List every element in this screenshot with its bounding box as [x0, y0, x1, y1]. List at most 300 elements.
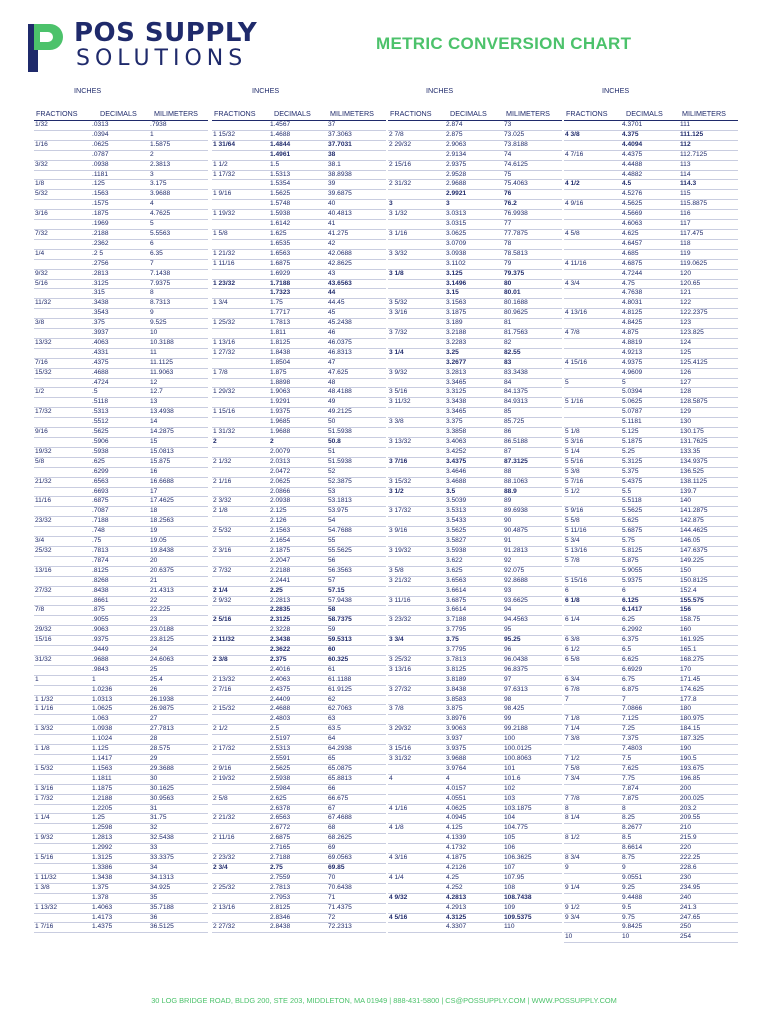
table-row	[212, 418, 386, 428]
millimeter-cell: 180	[680, 705, 692, 713]
table-row	[212, 567, 386, 577]
decimal-cell: 1.5313	[270, 170, 291, 178]
millimeter-cell: 2.3813	[150, 160, 171, 168]
fraction-cell: 4 1/2	[565, 180, 580, 188]
table-row	[388, 904, 562, 914]
table-row	[34, 359, 208, 369]
table-row	[388, 785, 562, 795]
millimeter-cell: 180.975	[680, 715, 704, 723]
decimal-cell: 3.625	[446, 566, 463, 574]
table-row	[388, 369, 562, 379]
inches-group-header: INCHES	[252, 86, 280, 95]
fraction-cell: 7/32	[35, 229, 48, 237]
decimal-cell: .7874	[92, 556, 109, 564]
fraction-cell: 7 1/2	[565, 755, 580, 762]
table-row	[34, 834, 208, 844]
fraction-cell: 5 3/4	[565, 537, 580, 545]
millimeter-cell: 37.7031	[328, 140, 352, 148]
millimeter-cell: 92.075	[504, 566, 525, 574]
table-row	[34, 497, 208, 507]
table-row	[388, 299, 562, 309]
decimal-cell: 2.875	[446, 130, 463, 138]
millimeter-cell: 50.8	[328, 438, 341, 445]
decimal-cell: 3.7188	[446, 616, 467, 624]
fraction-cell: 5 7/16	[565, 477, 584, 485]
millimeter-cell: 234.95	[680, 883, 701, 891]
millimeter-cell: 220	[680, 844, 692, 852]
fraction-cell: 3 7/8	[389, 705, 404, 713]
table-row	[212, 735, 386, 745]
fraction-cell: 4 1/8	[389, 824, 404, 832]
decimal-cell: 3.5313	[446, 507, 467, 515]
fraction-cell: 1 5/32	[35, 764, 54, 772]
millimeter-cell: 58.7375	[328, 616, 352, 624]
decimal-cell: .9449	[92, 646, 109, 654]
decimal-cell: 3.6614	[446, 606, 467, 614]
decimal-cell: 3.9063	[446, 725, 467, 733]
decimal-cell: 1.8898	[270, 378, 291, 386]
table-row	[564, 379, 738, 389]
table-column-3	[388, 84, 562, 980]
table-row	[212, 844, 386, 854]
table-row	[564, 567, 738, 577]
decimal-cell: 2.1654	[270, 537, 291, 545]
decimal-cell: 2.1563	[270, 527, 291, 535]
table-row	[564, 468, 738, 478]
millimeter-cell: 127	[680, 378, 692, 386]
millimeter-cell: 108.7438	[504, 893, 532, 901]
table-row	[388, 874, 562, 884]
table-row	[388, 814, 562, 824]
decimal-cell: 2.2188	[270, 566, 291, 574]
table-row	[212, 171, 386, 181]
decimal-cell: 2.5591	[270, 755, 291, 762]
millimeter-cell: 39.6875	[328, 190, 352, 198]
table-row	[212, 180, 386, 190]
table-row	[212, 121, 386, 131]
millimeter-cell: 190.5	[680, 755, 697, 762]
millimeter-cell: 57.9438	[328, 596, 352, 604]
table-row	[34, 765, 208, 775]
decimal-cell: 3.0313	[446, 210, 467, 218]
fraction-cell: 1 3/32	[35, 725, 54, 733]
table-row	[34, 210, 208, 220]
decimal-cell: 5.625	[622, 517, 639, 525]
millimeter-cell: 49.2125	[328, 408, 352, 416]
table-row	[564, 904, 738, 914]
fraction-cell: 4	[389, 774, 393, 782]
milimeters-header: MILIMETERS	[506, 109, 550, 118]
decimal-cell: .6875	[92, 497, 109, 505]
millimeter-cell: 24	[150, 646, 158, 654]
table-row	[564, 240, 738, 250]
millimeter-cell: 64	[328, 735, 336, 743]
millimeter-cell: 230	[680, 873, 692, 881]
fraction-cell: 1 13/32	[35, 903, 57, 911]
millimeter-cell: 209.55	[680, 814, 701, 822]
fraction-cell: 1 1/4	[35, 814, 50, 822]
decimal-cell: 4.25	[446, 873, 459, 881]
table-row	[564, 894, 738, 904]
decimal-cell: .5313	[92, 408, 109, 416]
table-row	[564, 834, 738, 844]
decimal-cell: 2.0866	[270, 487, 291, 495]
decimal-cell: 1.4961	[270, 150, 291, 158]
decimal-cell: .9688	[92, 655, 109, 663]
table-row	[388, 359, 562, 369]
table-row	[34, 428, 208, 438]
decimal-cell: .5	[92, 388, 98, 396]
decimal-cell: 1.9688	[270, 428, 291, 436]
table-row	[34, 161, 208, 171]
millimeter-cell: 19.05	[150, 537, 167, 545]
decimal-cell: 2.3125	[270, 616, 291, 624]
millimeter-cell: 71	[328, 893, 336, 901]
millimeter-cell: 120	[680, 269, 692, 277]
millimeter-cell: 193.675	[680, 764, 704, 772]
millimeter-cell: 210	[680, 824, 692, 832]
decimal-cell: 2.0625	[270, 477, 291, 485]
fraction-cell: 3 13/32	[389, 438, 411, 445]
table-row	[388, 696, 562, 706]
decimal-cell: 5.1181	[622, 418, 642, 426]
table-row	[388, 349, 562, 359]
table-row	[34, 914, 208, 924]
millimeter-cell: 89.6938	[504, 507, 528, 515]
millimeter-cell: 26	[150, 685, 158, 693]
fraction-cell: 11/32	[35, 299, 52, 307]
table-row	[388, 805, 562, 815]
millimeter-cell: 118	[680, 239, 691, 247]
decimal-cell: 6.5	[622, 646, 632, 654]
millimeter-cell: 27.7813	[150, 725, 174, 733]
milimeters-header: MILIMETERS	[330, 109, 374, 118]
fraction-cell: 4 5/16	[389, 913, 408, 921]
table-row	[34, 676, 208, 686]
decimal-cell: 9.0551	[622, 873, 643, 881]
decimal-cell: 5.3125	[622, 457, 643, 465]
decimal-cell: .2756	[92, 259, 109, 267]
decimal-cell: 4	[446, 774, 450, 782]
fraction-cell: 23/32	[35, 517, 52, 525]
table-row	[564, 735, 738, 745]
millimeter-cell: 83.3438	[504, 368, 528, 376]
table-row	[212, 646, 386, 656]
decimal-cell: 1.8125	[270, 338, 291, 346]
table-row	[564, 923, 738, 933]
millimeter-cell: 1	[150, 130, 154, 138]
fraction-cell: 6 1/4	[565, 616, 580, 624]
decimal-cell: .2 5	[92, 249, 103, 257]
table-row	[34, 844, 208, 854]
millimeter-cell: 117	[680, 220, 691, 228]
decimal-cell: .1875	[92, 210, 109, 218]
decimal-cell: 3.2677	[446, 358, 467, 366]
column-headers	[34, 106, 208, 121]
decimal-cell: 4.7244	[622, 269, 643, 277]
decimal-cell: 1.0313	[92, 695, 113, 703]
table-row	[212, 814, 386, 824]
millimeter-cell: 111	[680, 121, 691, 128]
millimeter-cell: 61.9125	[328, 685, 352, 693]
fraction-cell: 2 1/2	[213, 725, 228, 733]
milimeters-header: MILIMETERS	[154, 109, 198, 118]
table-row	[212, 458, 386, 468]
table-row	[564, 933, 738, 943]
millimeter-cell: 79.375	[504, 269, 525, 277]
millimeter-cell: 54	[328, 517, 336, 525]
fraction-cell: 6 1/8	[565, 596, 580, 604]
decimal-cell: 3.1496	[446, 279, 467, 287]
millimeter-cell: 51.5938	[328, 457, 352, 465]
decimal-cell: 3.4375	[446, 457, 467, 465]
millimeter-cell: 85.725	[504, 418, 525, 426]
table-row	[212, 577, 386, 587]
millimeter-cell: 247.65	[680, 913, 701, 921]
decimal-cell: 5.0394	[622, 388, 643, 396]
decimal-cell: 7.75	[622, 774, 635, 782]
table-row	[34, 745, 208, 755]
decimal-cell: 4.2913	[446, 903, 467, 911]
table-row	[388, 745, 562, 755]
decimal-cell: 3.0625	[446, 229, 467, 237]
table-row	[34, 349, 208, 359]
millimeter-cell: 10.3188	[150, 338, 174, 346]
fraction-cell: 9 1/2	[565, 903, 580, 911]
table-row	[388, 587, 562, 597]
millimeter-cell: 80.01	[504, 289, 521, 297]
millimeter-cell: 41.275	[328, 229, 349, 237]
table-row	[212, 220, 386, 230]
millimeter-cell: 52.3875	[328, 477, 352, 485]
decimal-cell: .7087	[92, 507, 109, 515]
decimal-cell: 4.4094	[622, 140, 643, 148]
fraction-cell: 2 7/16	[213, 685, 232, 693]
table-row	[564, 577, 738, 587]
table-row	[34, 289, 208, 299]
fraction-cell: 1 11/32	[35, 873, 57, 881]
millimeter-cell: 62	[328, 695, 336, 703]
fraction-cell: 2 1/32	[213, 457, 232, 465]
table-row	[564, 795, 738, 805]
decimal-cell: .5906	[92, 438, 109, 445]
table-row	[388, 230, 562, 240]
table-row	[212, 923, 386, 933]
decimal-cell: 1.75	[270, 299, 283, 307]
decimal-cell: 2.4409	[270, 695, 291, 703]
millimeter-cell: 11	[150, 348, 157, 356]
table-row	[212, 240, 386, 250]
fraction-cell: 2 3/16	[213, 546, 232, 554]
millimeter-cell: 66.675	[328, 794, 349, 802]
fraction-cell: 9	[565, 863, 569, 871]
millimeter-cell: 25.4	[150, 675, 163, 683]
millimeter-cell: 60	[328, 646, 336, 654]
millimeter-cell: 48.4188	[328, 388, 352, 396]
fraction-cell: 2 11/32	[213, 636, 235, 644]
fraction-cell: 3 5/32	[389, 299, 408, 307]
millimeter-cell: 97.6313	[504, 685, 528, 693]
decimal-cell: 2.9375	[446, 160, 467, 168]
millimeter-cell: 30.9563	[150, 794, 174, 802]
table-row	[212, 557, 386, 567]
millimeter-cell: 44	[328, 289, 336, 297]
table-row	[388, 448, 562, 458]
millimeter-cell: 26.9875	[150, 705, 174, 713]
rows-col2	[212, 121, 386, 933]
decimal-cell: .9843	[92, 665, 109, 673]
table-row	[564, 250, 738, 260]
millimeter-cell: 88.1063	[504, 477, 528, 485]
table-row	[388, 824, 562, 834]
fraction-cell: 5 1/4	[565, 447, 580, 455]
fraction-cell: 3/4	[35, 537, 45, 545]
fraction-cell: 1 3/8	[35, 883, 50, 891]
fraction-cell: 7	[565, 695, 569, 703]
decimal-cell: 3.6563	[446, 576, 467, 584]
decimals-header: DECIMALS	[450, 109, 487, 118]
table-row	[388, 567, 562, 577]
table-row	[34, 785, 208, 795]
millimeter-cell: 55.5625	[328, 546, 352, 554]
decimal-cell: 2.6563	[270, 814, 291, 822]
fraction-cell: 2 7/32	[213, 566, 232, 574]
millimeter-cell: 18.2563	[150, 517, 174, 525]
decimal-cell: 3.25	[446, 348, 459, 356]
millimeter-cell: 142.875	[680, 517, 704, 525]
table-row	[34, 805, 208, 815]
decimal-cell: .625	[92, 457, 105, 465]
decimal-cell: 1.6142	[270, 220, 291, 228]
decimal-cell: 3.1875	[446, 309, 467, 317]
rows-col4	[564, 121, 738, 943]
millimeter-cell: 106	[504, 844, 516, 852]
decimal-cell: 7.874	[622, 784, 639, 792]
table-row	[564, 260, 738, 270]
fraction-cell: 1 9/16	[213, 190, 232, 198]
decimal-cell: 1.4688	[270, 130, 291, 138]
table-row	[564, 339, 738, 349]
table-row	[564, 864, 738, 874]
fraction-cell: 6	[565, 586, 569, 594]
millimeter-cell: 8.7313	[150, 299, 171, 307]
decimal-cell: 4.252	[446, 883, 463, 891]
decimal-cell: 3.8976	[446, 715, 467, 723]
millimeter-cell: 95	[504, 626, 512, 634]
table-row	[212, 359, 386, 369]
table-row	[564, 438, 738, 448]
millimeter-cell: 120.65	[680, 279, 701, 287]
millimeter-cell: 177.8	[680, 695, 697, 703]
table-row	[388, 398, 562, 408]
millimeter-cell: 77	[504, 220, 512, 228]
millimeter-cell: 79	[504, 259, 512, 267]
millimeter-cell: 53	[328, 487, 336, 495]
millimeter-cell: 36.5125	[150, 923, 174, 931]
fraction-cell: 3 3/8	[389, 418, 404, 426]
millimeter-cell: 51.5938	[328, 428, 352, 436]
fraction-cell: 5/32	[35, 190, 48, 198]
millimeter-cell: 146.05	[680, 537, 701, 545]
millimeter-cell: 80	[504, 279, 512, 287]
millimeter-cell: 134.9375	[680, 457, 708, 465]
decimal-cell: 4.125	[446, 824, 463, 832]
table-row	[564, 190, 738, 200]
table-row	[34, 507, 208, 517]
millimeter-cell: 28	[150, 735, 158, 743]
table-row	[388, 408, 562, 418]
fraction-cell: 2 1/8	[213, 507, 228, 515]
table-row	[388, 864, 562, 874]
millimeter-cell: 65.8813	[328, 774, 352, 782]
millimeter-cell: 171.45	[680, 675, 701, 683]
millimeter-cell: 90	[504, 517, 512, 525]
table-row	[564, 636, 738, 646]
decimal-cell: .0625	[92, 140, 109, 148]
decimal-cell: 3.5	[446, 487, 456, 495]
fraction-cell: 1 5/8	[213, 229, 228, 237]
fraction-cell: 1 3/16	[35, 784, 54, 792]
millimeter-cell: 13	[150, 398, 158, 406]
decimal-cell: 7.125	[622, 715, 639, 723]
millimeter-cell: 16	[150, 467, 158, 475]
decimal-cell: 3.1563	[446, 299, 467, 307]
decimal-cell: 5.375	[622, 467, 639, 475]
millimeter-cell: 128.5875	[680, 398, 708, 406]
decimal-cell: 3.2283	[446, 338, 467, 346]
fraction-cell: 29/32	[35, 626, 52, 634]
millimeter-cell: 72	[328, 913, 336, 921]
millimeter-cell: 112	[680, 140, 691, 148]
table-row	[388, 844, 562, 854]
table-row	[212, 725, 386, 735]
decimal-cell: .0394	[92, 130, 109, 138]
millimeter-cell: 200	[680, 784, 692, 792]
millimeter-cell: 203.2	[680, 804, 697, 812]
fraction-cell: 4 9/32	[389, 893, 408, 901]
table-row	[388, 775, 562, 785]
rows-col1	[34, 121, 208, 933]
decimal-cell: 1.7813	[270, 319, 291, 327]
fraction-cell: 2 3/4	[213, 863, 228, 871]
table-row	[564, 696, 738, 706]
millimeter-cell: 15.875	[150, 457, 171, 465]
table-row	[388, 557, 562, 567]
decimal-cell: 4.375	[622, 130, 639, 138]
table-row	[564, 151, 738, 161]
table-row	[388, 725, 562, 735]
decimal-cell: .1969	[92, 220, 109, 228]
millimeter-cell: 18	[150, 507, 158, 515]
table-row	[212, 478, 386, 488]
decimal-cell: .5625	[92, 428, 109, 436]
table-row	[34, 448, 208, 458]
table-row	[212, 379, 386, 389]
table-row	[34, 636, 208, 646]
decimal-cell: 4.6875	[622, 259, 643, 267]
decimal-cell: 6.125	[622, 596, 639, 604]
millimeter-cell: 122.2375	[680, 309, 708, 317]
millimeter-cell: 86.5188	[504, 438, 528, 445]
decimal-cell: 2.6875	[270, 834, 291, 842]
table-row	[564, 309, 738, 319]
decimal-cell: 1.9291	[270, 398, 291, 406]
millimeter-cell: 67.4688	[328, 814, 352, 822]
decimal-cell: 1.378	[92, 893, 109, 901]
decimal-cell: 9.8425	[622, 923, 643, 931]
millimeter-cell: 99	[504, 715, 512, 723]
fraction-cell: 9/32	[35, 269, 48, 277]
